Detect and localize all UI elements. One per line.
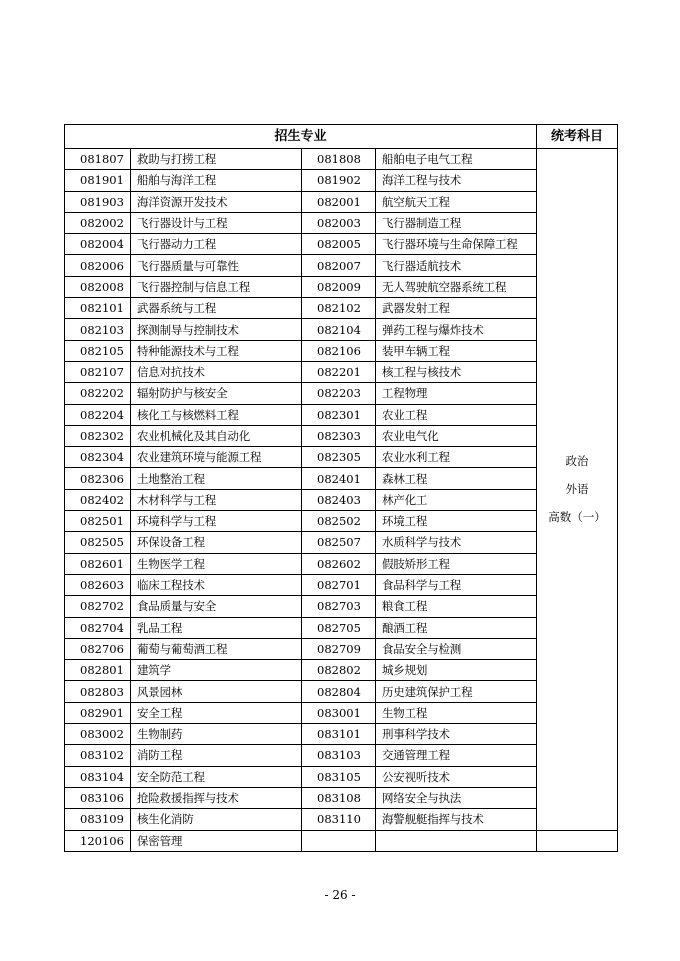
major-code-cell: 081903 bbox=[65, 191, 131, 212]
major-code-cell: 082102 bbox=[302, 298, 376, 319]
exam-subjects-cell bbox=[537, 149, 618, 831]
table-row bbox=[65, 319, 618, 340]
major-name-cell: 环境工程 bbox=[376, 511, 537, 532]
major-code-cell: 082104 bbox=[302, 319, 376, 340]
major-name-cell: 安全工程 bbox=[131, 702, 302, 723]
major-name-cell: 历史建筑保护工程 bbox=[376, 681, 537, 702]
table-row bbox=[65, 553, 618, 574]
major-name-cell: 保密管理 bbox=[131, 830, 302, 851]
major-code-cell: 083110 bbox=[302, 809, 376, 830]
major-code-cell: 082105 bbox=[65, 340, 131, 361]
major-name-cell: 农业水利工程 bbox=[376, 447, 537, 468]
table-row bbox=[65, 276, 618, 297]
major-code-cell: 083103 bbox=[302, 745, 376, 766]
major-code-cell bbox=[302, 830, 376, 851]
major-code-cell: 082204 bbox=[65, 404, 131, 425]
major-code-cell: 083002 bbox=[65, 724, 131, 745]
table-row bbox=[65, 766, 618, 787]
major-name-cell: 葡萄与葡萄酒工程 bbox=[131, 638, 302, 659]
exam-subjects-header: 统考科目 bbox=[537, 125, 618, 149]
major-name-cell: 安全防范工程 bbox=[131, 766, 302, 787]
major-name-cell: 网络安全与执法 bbox=[376, 787, 537, 808]
major-name-cell: 飞行器环境与生命保障工程 bbox=[376, 234, 537, 255]
majors-header: 招生专业 bbox=[65, 125, 537, 149]
table-row bbox=[65, 234, 618, 255]
exam-subject: 政治 bbox=[565, 454, 589, 469]
major-name-cell: 救助与打捞工程 bbox=[131, 149, 302, 170]
major-code-cell: 082005 bbox=[302, 234, 376, 255]
table-row bbox=[65, 383, 618, 404]
major-name-cell: 无人驾驶航空器系统工程 bbox=[376, 276, 537, 297]
major-name-cell: 飞行器控制与信息工程 bbox=[131, 276, 302, 297]
major-code-cell: 082202 bbox=[65, 383, 131, 404]
major-code-cell: 082107 bbox=[65, 361, 131, 382]
major-name-cell: 装甲车辆工程 bbox=[376, 340, 537, 361]
exam-subject: 外语 bbox=[565, 482, 589, 497]
major-name-cell: 海洋工程与技术 bbox=[376, 170, 537, 191]
table-row bbox=[65, 255, 618, 276]
major-name-cell: 工程物理 bbox=[376, 383, 537, 404]
major-code-cell: 082507 bbox=[302, 532, 376, 553]
table-header-row bbox=[65, 125, 618, 149]
major-name-cell: 农业工程 bbox=[376, 404, 537, 425]
major-code-cell: 083105 bbox=[302, 766, 376, 787]
major-name-cell: 食品科学与工程 bbox=[376, 574, 537, 595]
major-code-cell: 082304 bbox=[65, 447, 131, 468]
major-code-cell: 082704 bbox=[65, 617, 131, 638]
table-row bbox=[65, 425, 618, 446]
major-code-cell: 082802 bbox=[302, 660, 376, 681]
major-code-cell: 083101 bbox=[302, 724, 376, 745]
major-name-cell: 木材科学与工程 bbox=[131, 489, 302, 510]
major-name-cell: 公安视听技术 bbox=[376, 766, 537, 787]
major-name-cell: 海警舰艇指挥与技术 bbox=[376, 809, 537, 830]
table-row bbox=[65, 809, 618, 830]
major-name-cell: 探测制导与控制技术 bbox=[131, 319, 302, 340]
major-name-cell: 生物医学工程 bbox=[131, 553, 302, 574]
table-row bbox=[65, 468, 618, 489]
major-name-cell: 弹药工程与爆炸技术 bbox=[376, 319, 537, 340]
major-code-cell: 082003 bbox=[302, 212, 376, 233]
major-name-cell bbox=[376, 830, 537, 851]
major-code-cell: 082203 bbox=[302, 383, 376, 404]
major-name-cell: 特种能源技术与工程 bbox=[131, 340, 302, 361]
major-code-cell: 082008 bbox=[65, 276, 131, 297]
major-name-cell: 核工程与核技术 bbox=[376, 361, 537, 382]
major-code-cell: 082801 bbox=[65, 660, 131, 681]
major-code-cell: 082502 bbox=[302, 511, 376, 532]
major-name-cell: 船舶电子电气工程 bbox=[376, 149, 537, 170]
major-name-cell: 假肢矫形工程 bbox=[376, 553, 537, 574]
major-code-cell: 082901 bbox=[65, 702, 131, 723]
table-row bbox=[65, 404, 618, 425]
major-code-cell: 120106 bbox=[65, 830, 131, 851]
table-row bbox=[65, 532, 618, 553]
major-name-cell: 农业电气化 bbox=[376, 425, 537, 446]
major-name-cell: 飞行器适航技术 bbox=[376, 255, 537, 276]
major-code-cell: 083108 bbox=[302, 787, 376, 808]
major-name-cell: 武器发射工程 bbox=[376, 298, 537, 319]
major-name-cell: 海洋资源开发技术 bbox=[131, 191, 302, 212]
major-name-cell: 食品质量与安全 bbox=[131, 596, 302, 617]
table-row bbox=[65, 212, 618, 233]
major-name-cell: 酿酒工程 bbox=[376, 617, 537, 638]
major-name-cell: 临床工程技术 bbox=[131, 574, 302, 595]
major-code-cell: 082804 bbox=[302, 681, 376, 702]
table-row bbox=[65, 149, 618, 170]
major-code-cell: 082702 bbox=[65, 596, 131, 617]
major-name-cell: 粮食工程 bbox=[376, 596, 537, 617]
table-row bbox=[65, 489, 618, 510]
major-code-cell: 082009 bbox=[302, 276, 376, 297]
table-row bbox=[65, 191, 618, 212]
major-name-cell: 食品安全与检测 bbox=[376, 638, 537, 659]
table-row bbox=[65, 447, 618, 468]
major-code-cell: 082201 bbox=[302, 361, 376, 382]
major-code-cell: 082306 bbox=[65, 468, 131, 489]
major-name-cell: 森林工程 bbox=[376, 468, 537, 489]
major-name-cell: 环境科学与工程 bbox=[131, 511, 302, 532]
major-code-cell: 082106 bbox=[302, 340, 376, 361]
table-row bbox=[65, 702, 618, 723]
major-code-cell: 082505 bbox=[65, 532, 131, 553]
major-name-cell: 水质科学与技术 bbox=[376, 532, 537, 553]
major-code-cell: 081807 bbox=[65, 149, 131, 170]
table-body bbox=[65, 149, 618, 852]
table-row bbox=[65, 170, 618, 191]
major-code-cell: 082006 bbox=[65, 255, 131, 276]
major-code-cell: 082402 bbox=[65, 489, 131, 510]
major-name-cell: 林产化工 bbox=[376, 489, 537, 510]
major-name-cell: 武器系统与工程 bbox=[131, 298, 302, 319]
major-code-cell: 082101 bbox=[65, 298, 131, 319]
major-name-cell: 航空航天工程 bbox=[376, 191, 537, 212]
major-code-cell: 082703 bbox=[302, 596, 376, 617]
table-row bbox=[65, 361, 618, 382]
major-code-cell: 082004 bbox=[65, 234, 131, 255]
table-row bbox=[65, 574, 618, 595]
exam-subject: 高数（一） bbox=[548, 510, 606, 525]
major-name-cell: 农业建筑环境与能源工程 bbox=[131, 447, 302, 468]
major-name-cell: 信息对抗技术 bbox=[131, 361, 302, 382]
major-name-cell: 刑事科学技术 bbox=[376, 724, 537, 745]
major-code-cell: 082706 bbox=[65, 638, 131, 659]
table-row bbox=[65, 596, 618, 617]
major-name-cell: 乳品工程 bbox=[131, 617, 302, 638]
major-code-cell: 082701 bbox=[302, 574, 376, 595]
major-code-cell: 083102 bbox=[65, 745, 131, 766]
major-name-cell: 风景园林 bbox=[131, 681, 302, 702]
major-code-cell: 081901 bbox=[65, 170, 131, 191]
major-name-cell: 核化工与核燃料工程 bbox=[131, 404, 302, 425]
table-row bbox=[65, 724, 618, 745]
major-code-cell: 082401 bbox=[302, 468, 376, 489]
major-code-cell: 082301 bbox=[302, 404, 376, 425]
major-name-cell: 飞行器质量与可靠性 bbox=[131, 255, 302, 276]
major-code-cell: 083109 bbox=[65, 809, 131, 830]
major-code-cell: 082303 bbox=[302, 425, 376, 446]
major-code-cell: 082305 bbox=[302, 447, 376, 468]
major-code-cell: 082603 bbox=[65, 574, 131, 595]
major-code-cell: 083001 bbox=[302, 702, 376, 723]
major-name-cell: 生物工程 bbox=[376, 702, 537, 723]
major-name-cell: 飞行器制造工程 bbox=[376, 212, 537, 233]
major-code-cell: 082709 bbox=[302, 638, 376, 659]
majors-table bbox=[64, 124, 618, 852]
major-code-cell: 082705 bbox=[302, 617, 376, 638]
major-code-cell: 082103 bbox=[65, 319, 131, 340]
major-code-cell: 082403 bbox=[302, 489, 376, 510]
table-row bbox=[65, 298, 618, 319]
major-code-cell: 082002 bbox=[65, 212, 131, 233]
table-row bbox=[65, 511, 618, 532]
major-name-cell: 土地整治工程 bbox=[131, 468, 302, 489]
page-number: - 26 - bbox=[324, 888, 356, 902]
major-code-cell: 082601 bbox=[65, 553, 131, 574]
major-name-cell: 消防工程 bbox=[131, 745, 302, 766]
major-name-cell: 辐射防护与核安全 bbox=[131, 383, 302, 404]
major-code-cell: 081902 bbox=[302, 170, 376, 191]
table-row bbox=[65, 787, 618, 808]
major-code-cell: 082803 bbox=[65, 681, 131, 702]
major-name-cell: 船舶与海洋工程 bbox=[131, 170, 302, 191]
table-row bbox=[65, 681, 618, 702]
major-name-cell: 环保设备工程 bbox=[131, 532, 302, 553]
major-code-cell: 083104 bbox=[65, 766, 131, 787]
major-name-cell: 抢险救援指挥与技术 bbox=[131, 787, 302, 808]
major-name-cell: 城乡规划 bbox=[376, 660, 537, 681]
major-name-cell: 建筑学 bbox=[131, 660, 302, 681]
major-name-cell: 交通管理工程 bbox=[376, 745, 537, 766]
major-code-cell: 082007 bbox=[302, 255, 376, 276]
major-name-cell: 农业机械化及其自动化 bbox=[131, 425, 302, 446]
table-row bbox=[65, 745, 618, 766]
major-code-cell: 082602 bbox=[302, 553, 376, 574]
table-row bbox=[65, 340, 618, 361]
major-code-cell: 081808 bbox=[302, 149, 376, 170]
table-row bbox=[65, 638, 618, 659]
table-row bbox=[65, 830, 618, 851]
major-name-cell: 飞行器设计与工程 bbox=[131, 212, 302, 233]
major-name-cell: 核生化消防 bbox=[131, 809, 302, 830]
major-name-cell: 生物制药 bbox=[131, 724, 302, 745]
major-code-cell: 082001 bbox=[302, 191, 376, 212]
major-code-cell: 082501 bbox=[65, 511, 131, 532]
major-name-cell: 飞行器动力工程 bbox=[131, 234, 302, 255]
major-code-cell: 083106 bbox=[65, 787, 131, 808]
table-row bbox=[65, 617, 618, 638]
table-row bbox=[65, 660, 618, 681]
major-code-cell: 082302 bbox=[65, 425, 131, 446]
